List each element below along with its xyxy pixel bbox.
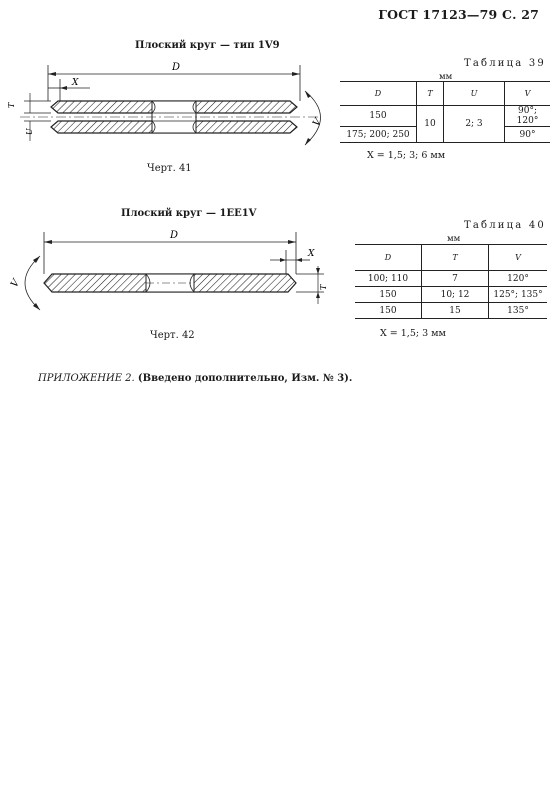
table-39-cell-u: 2; 3 bbox=[444, 106, 505, 143]
table-40-header-t: T bbox=[422, 245, 489, 271]
figure-42-title: Плоский круг — 1EE1V bbox=[121, 208, 257, 219]
table-39-header-v: V bbox=[505, 82, 551, 106]
figure-42-caption: Черт. 42 bbox=[150, 330, 195, 341]
appendix-note bbox=[38, 373, 352, 384]
dim-v-label: V bbox=[9, 277, 23, 290]
dim-v-label: V bbox=[311, 116, 325, 129]
dim-d-label: D bbox=[172, 62, 181, 73]
figure-41-title: Плоский круг — тип 1V9 bbox=[135, 40, 280, 51]
page-header: ГОСТ 17123—79 С. 27 bbox=[378, 7, 539, 22]
table-40-cell: 15 bbox=[422, 303, 489, 319]
table-39-header-t: T bbox=[417, 82, 444, 106]
figure-41-drawing bbox=[0, 55, 340, 160]
table-40-cell: 150 bbox=[355, 303, 422, 319]
table-40-header-d: D bbox=[355, 245, 422, 271]
table-39-note: X = 1,5; 3; 6 мм bbox=[367, 150, 446, 161]
dim-x-label: X bbox=[308, 249, 315, 259]
appendix-text: (Введено дополнительно, Изм. № 3). bbox=[137, 373, 353, 384]
table-39-unit: мм bbox=[439, 72, 453, 82]
table-40-caption: Таблица 40 bbox=[464, 220, 546, 231]
dim-u-label: U bbox=[25, 128, 34, 135]
figure-41-caption: Черт. 41 bbox=[147, 163, 192, 174]
table-40-cell: 135° bbox=[489, 303, 548, 319]
table-40 bbox=[355, 244, 547, 319]
dim-x-label: X bbox=[72, 78, 79, 88]
table-40-cell: 100; 110 bbox=[355, 271, 422, 287]
table-39-caption: Таблица 39 bbox=[464, 58, 546, 69]
table-39-cell: 150 bbox=[340, 106, 417, 127]
table-39 bbox=[340, 81, 550, 143]
appendix-label: ПРИЛОЖЕНИЕ 2. bbox=[38, 373, 135, 384]
table-40-cell: 150 bbox=[355, 287, 422, 303]
figure-42-drawing bbox=[0, 222, 340, 322]
table-39-cell: 90°; 120° bbox=[505, 106, 551, 127]
table-39-header-u: U bbox=[444, 82, 505, 106]
dim-t-label: T bbox=[319, 284, 328, 290]
table-40-cell: 125°; 135° bbox=[489, 287, 548, 303]
table-39-header-d: D bbox=[340, 82, 417, 106]
table-40-cell: 10; 12 bbox=[422, 287, 489, 303]
table-40-cell: 120° bbox=[489, 271, 548, 287]
table-40-unit: мм bbox=[447, 234, 461, 244]
table-40-header-v: V bbox=[489, 245, 548, 271]
table-39-cell: 90° bbox=[505, 127, 551, 143]
table-39-cell-t: 10 bbox=[417, 106, 444, 143]
dim-d-label: D bbox=[170, 230, 179, 241]
table-40-cell: 7 bbox=[422, 271, 489, 287]
table-39-cell: 175; 200; 250 bbox=[340, 127, 417, 143]
dim-t-label: T bbox=[7, 102, 16, 108]
table-40-note: X = 1,5; 3 мм bbox=[380, 328, 446, 339]
